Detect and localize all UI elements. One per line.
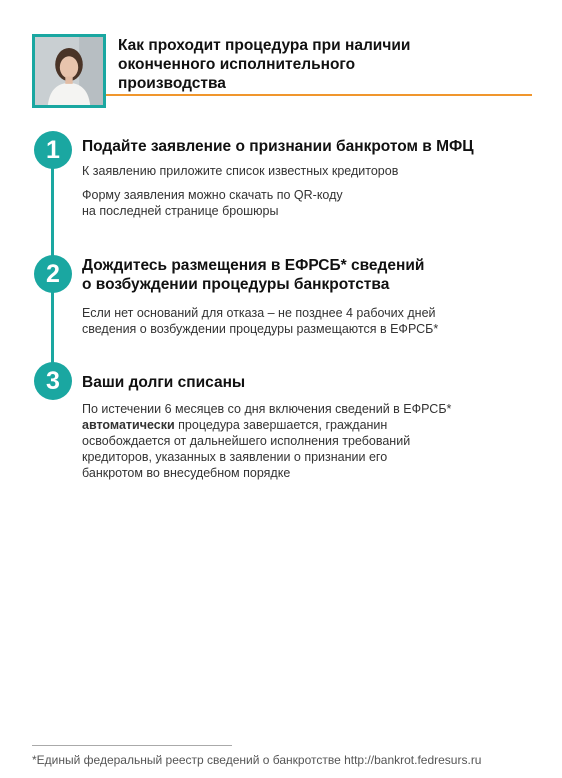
step-text-fragment: процедура завершается, гражданин (174, 418, 388, 432)
step-number-badge: 1 (34, 131, 72, 169)
step-text-line: кредиторов, указанных в заявлении о признании его (82, 450, 388, 464)
step-title (82, 256, 537, 294)
page-title-line: оконченного исполнительного (118, 56, 356, 73)
step-text (82, 187, 537, 219)
step-text-line: Если нет оснований для отказа – не позднее 4 рабочих дней (82, 306, 436, 320)
step-text-line: на последней странице брошюры (82, 204, 279, 218)
step-title: Подайте заявление о признании банкротом в МФЦ (82, 138, 474, 155)
author-photo (32, 34, 106, 108)
step-number-badge: 3 (34, 362, 72, 400)
page-title-line: Как проходит процедура при наличии (118, 37, 411, 54)
footnote: *Единый федеральный реестр сведений о банкротстве http://bankrot.fedresurs.ru (32, 753, 482, 767)
step-number-badge: 2 (34, 255, 72, 293)
step-title-line: о возбуждении процедуры банкротства (82, 276, 390, 293)
step-text-line: По истечении 6 месяцев со дня включения сведений в ЕФРСБ* (82, 402, 452, 416)
step-title: Ваши долги списаны (82, 374, 246, 391)
page-title-line: производства (118, 75, 226, 92)
step-text-line (82, 417, 537, 433)
step-text-line: сведения о возбуждении процедуры размещаются в ЕФРСБ* (82, 322, 439, 336)
person-photo-icon (35, 37, 103, 105)
step-title-line: Дождитесь размещения в ЕФРСБ* сведений (82, 257, 425, 274)
step-text-line: банкротом во внесудебном порядке (82, 466, 291, 480)
emphasis-text: автоматически (82, 418, 175, 432)
step-text (82, 305, 537, 337)
footnote-divider (32, 745, 232, 746)
header-divider (106, 94, 532, 96)
step-text-line: Форму заявления можно скачать по QR-коду (82, 188, 343, 202)
step-text-line: освобождается от дальнейшего исполнения требований (82, 434, 411, 448)
page-title (118, 36, 518, 93)
step-text: К заявлению приложите список известных кредиторов (82, 164, 399, 178)
step-text (82, 401, 537, 481)
